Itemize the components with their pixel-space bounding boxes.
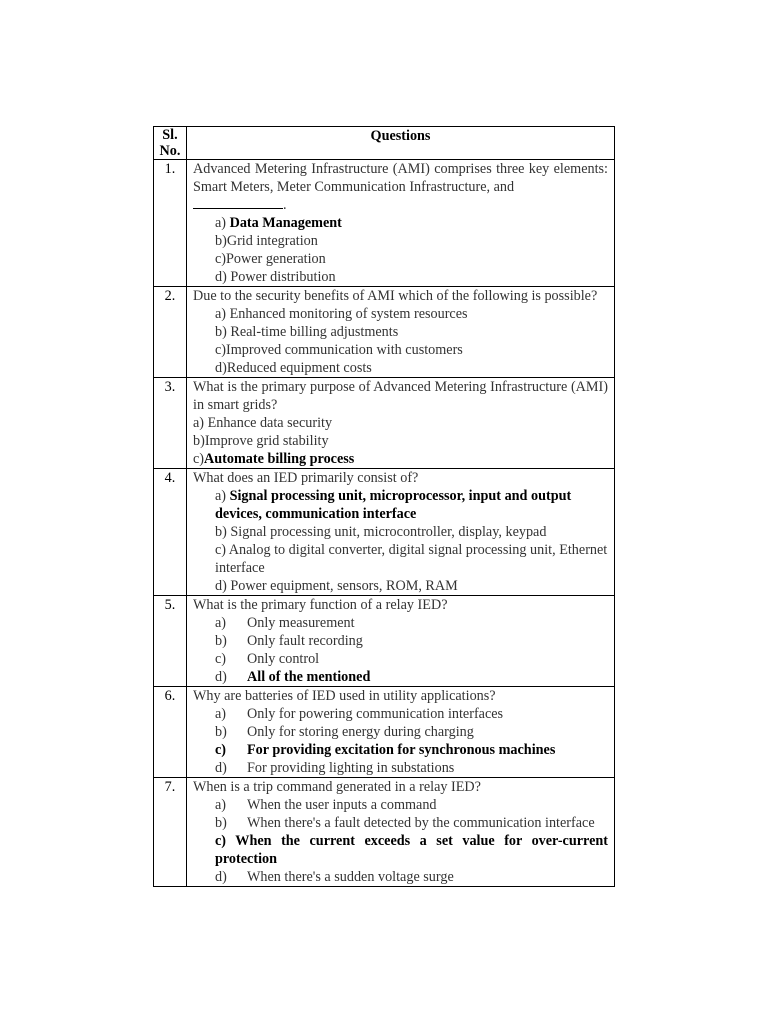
questions-header: Questions (187, 127, 615, 160)
option: a) Only measurement (215, 615, 355, 631)
option: c) Analog to digital converter, digital signal processing unit, Ethernet interface (215, 542, 608, 576)
option: a) Enhanced monitoring of system resources (215, 306, 468, 322)
question-number: 5. (154, 596, 187, 687)
option: a) Signal processing unit, microprocessor, input and output devices, communication interface (215, 488, 572, 522)
option: c) Only control (215, 651, 320, 667)
table-header-row (154, 127, 615, 160)
question-cell (187, 160, 615, 287)
question-number: 6. (154, 687, 187, 778)
option: d) All of the mentioned (215, 669, 371, 685)
option: d) Power equipment, sensors, ROM, RAM (215, 578, 458, 594)
question-row (154, 378, 615, 469)
option: b) Only fault recording (215, 633, 363, 649)
question-cell (187, 469, 615, 596)
question-stem: Why are batteries of IED used in utility applications? (193, 688, 496, 704)
option: b)Improve grid stability (193, 433, 329, 449)
question-cell (187, 778, 615, 887)
question-row (154, 596, 615, 687)
sl-no-header: Sl. No. (154, 127, 187, 160)
questions-table (153, 126, 615, 887)
option: c) When the current exceeds a set value for over-current protection (215, 833, 608, 867)
question-row (154, 287, 615, 378)
option: b) Real-time billing adjustments (215, 324, 399, 340)
question-stem: When is a trip command generated in a relay IED? (193, 779, 481, 795)
option: a) When the user inputs a command (215, 797, 437, 813)
question-cell (187, 596, 615, 687)
question-row (154, 778, 615, 887)
question-cell (187, 687, 615, 778)
question-row (154, 687, 615, 778)
option: d) When there's a sudden voltage surge (215, 869, 454, 885)
question-stem: What is the primary purpose of Advanced Metering Infrastructure (AMI) in smart grids? (193, 379, 608, 413)
question-number: 2. (154, 287, 187, 378)
option: b)Grid integration (215, 233, 318, 249)
question-number: 4. (154, 469, 187, 596)
option: c) For providing excitation for synchronous machines (215, 742, 556, 758)
question-number: 7. (154, 778, 187, 887)
question-stem: What is the primary function of a relay IED? (193, 597, 448, 613)
option: a) Only for powering communication interfaces (215, 706, 504, 722)
answer-blank (193, 196, 283, 209)
option: c)Improved communication with customers (215, 342, 463, 358)
option: c)Power generation (215, 251, 326, 267)
option: d)Reduced equipment costs (215, 360, 372, 376)
option: d) For providing lighting in substations (215, 760, 455, 776)
question-cell (187, 287, 615, 378)
question-stem: Advanced Metering Infrastructure (AMI) comprises three key elements: Smart Meters, Meter Communication Infrastructure, and . (193, 161, 608, 213)
question-cell (187, 378, 615, 469)
question-number: 1. (154, 160, 187, 287)
option: a) Enhance data security (193, 415, 333, 431)
option: c)Automate billing process (193, 451, 355, 467)
option: b) Only for storing energy during charging (215, 724, 474, 740)
option: b) Signal processing unit, microcontroller, display, keypad (215, 524, 547, 540)
question-row (154, 160, 615, 287)
option: b) When there's a fault detected by the communication interface (215, 815, 595, 831)
option: d) Power distribution (215, 269, 336, 285)
question-stem: Due to the security benefits of AMI which of the following is possible? (193, 288, 598, 304)
question-stem: What does an IED primarily consist of? (193, 470, 419, 486)
question-row (154, 469, 615, 596)
option: a) Data Management (215, 215, 342, 231)
question-number: 3. (154, 378, 187, 469)
